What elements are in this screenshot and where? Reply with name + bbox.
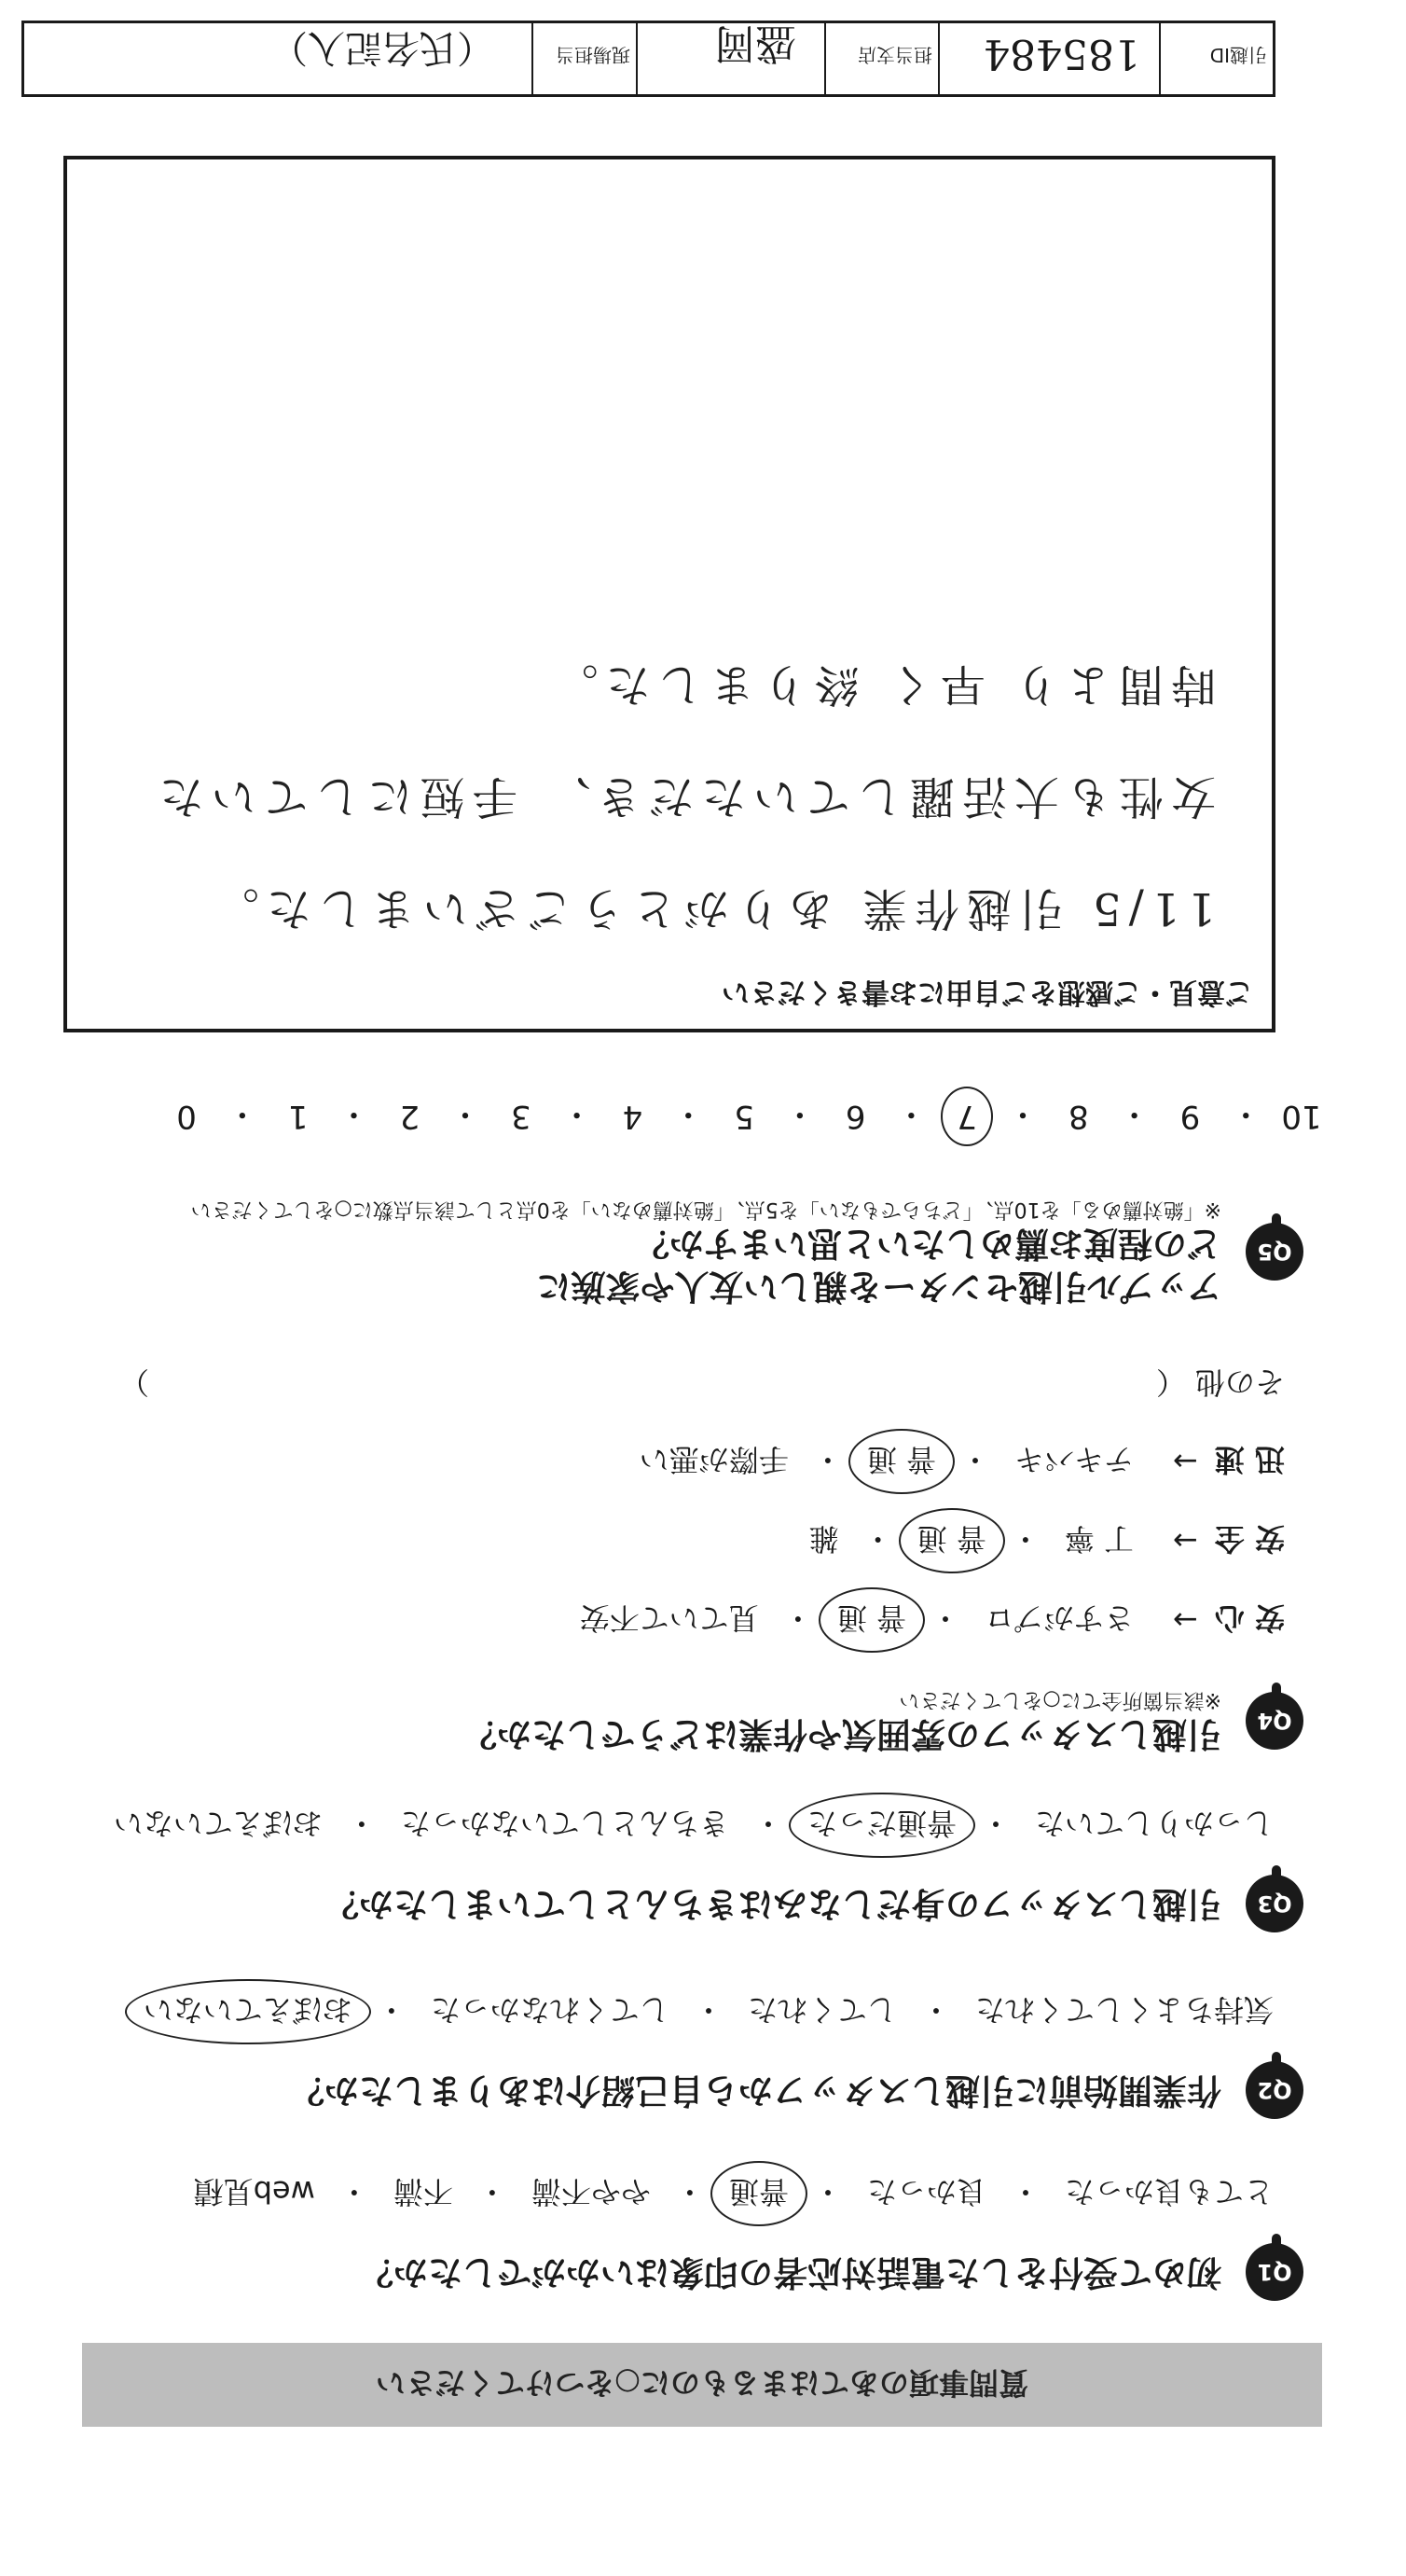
q2-text: 作業開始前に引越しスタッフから自己紹介はありましたか？ [290, 2070, 1221, 2111]
q2-options: 気持ちよくしてくれた ・ してくれた ・ してくれなかった ・ おぼえていない [132, 1988, 1285, 2035]
scale-point[interactable]: 9 [1179, 1098, 1201, 1136]
q1-option-selected[interactable]: 普通 [718, 2170, 800, 2217]
scale-point[interactable]: 0 [176, 1098, 197, 1136]
q2-option[interactable]: してくれた [747, 1992, 897, 2028]
q4-other-row [119, 1363, 1285, 1406]
arrow-icon: → [1173, 1602, 1198, 1638]
question-4 [462, 1686, 1303, 1755]
manager-value: （氏名記入） [270, 26, 494, 69]
q1-option[interactable]: とても良かった [1064, 2174, 1274, 2209]
q4-option[interactable]: さすがプロ [985, 1600, 1135, 1636]
q4-badge: Q4 [1246, 1692, 1303, 1750]
branch-value: 盛岡 [714, 20, 796, 67]
scale-point-selected[interactable]: 7 [946, 1099, 987, 1136]
q2-option-selected[interactable]: おぼえていない [132, 1988, 364, 2035]
scale-point[interactable]: 4 [622, 1098, 643, 1136]
q3-option-selected[interactable]: 普通だった [796, 1802, 968, 1849]
branch-label: 担当支店 [858, 44, 932, 66]
manager-label-cell [531, 23, 636, 94]
q1-option[interactable]: web見積 [193, 2174, 315, 2209]
q4-row-label: 迅 速 [1214, 1442, 1285, 1477]
q1-option[interactable]: 良かった [866, 2174, 986, 2209]
id-table [21, 21, 1275, 97]
q4-option[interactable]: 見ていて不安 [579, 1600, 759, 1636]
scale-point[interactable]: 10 [1281, 1098, 1322, 1136]
manager-label: 現場担当 [556, 44, 630, 66]
q5-question-block [191, 1196, 1221, 1308]
q1-option[interactable]: 不満 [393, 2174, 453, 2209]
scale-point[interactable]: 1 [287, 1098, 309, 1136]
scale-point[interactable]: 8 [1068, 1098, 1089, 1136]
comment-heading: ご意見・ご感想をご自由にお書きください [722, 976, 1253, 1008]
q1-badge: Q1 [1246, 2243, 1303, 2301]
q4-text: 引越しスタッフの雰囲気や作業はどうでしたか？ [462, 1714, 1221, 1754]
q5-text-line2: どの程度お薦めしたいと思いますか？ [635, 1224, 1221, 1264]
id-label: 引越ID [1209, 44, 1267, 66]
q4-note: ※該当箇所全てに○をしてください [899, 1688, 1221, 1711]
q3-text: 引越しスタッフの身だしなみはきちんとしていましたか？ [324, 1884, 1221, 1924]
q4-row-label: 安 心 [1214, 1600, 1285, 1636]
q5-note: ※「絶対薦める」を10点、「どちらでもない」を5点、「絶対薦めない」を0点として該当点数に○をしてください [190, 1198, 1221, 1221]
id-label-cell [1159, 23, 1273, 94]
q1-options: とても良かった ・ 良かった ・ 普通 ・ やや不満 ・ 不満 ・ web見積 [183, 2170, 1285, 2217]
arrow-icon: → [1173, 1523, 1198, 1558]
q4-row-anshin: 安 心 → さすがプロ ・ 普 通 ・ 見ていて不安 [569, 1597, 1285, 1643]
q4-option[interactable]: テキパキ [1014, 1442, 1135, 1477]
question-3 [324, 1875, 1303, 1932]
branch-value-cell[interactable] [636, 20, 824, 94]
q3-option[interactable]: きちんとしていなかった [400, 1806, 729, 1841]
q4-option[interactable]: 手際が悪い [639, 1442, 789, 1477]
scale-point[interactable]: 6 [845, 1098, 866, 1136]
comment-line-3: 時間より 早く 終りました。 [545, 658, 1216, 711]
q4-option-selected[interactable]: 普 通 [826, 1597, 917, 1643]
comment-box[interactable] [63, 156, 1275, 1032]
comment-line-1: 11/5 引越作業 ありがとうございました。 [206, 882, 1216, 935]
q1-option[interactable]: やや不満 [531, 2174, 651, 2209]
q2-option[interactable]: 気持ちよくしてくれた [974, 1992, 1274, 2028]
q2-badge: Q2 [1246, 2061, 1303, 2119]
branch-label-cell [824, 23, 938, 94]
q4-other-label: その他 [1194, 1364, 1285, 1400]
question-2 [290, 2061, 1303, 2119]
scale-point[interactable]: 3 [511, 1098, 531, 1136]
q4-row-label: 安 全 [1214, 1521, 1285, 1557]
q4-question-block [462, 1686, 1221, 1755]
id-value-cell[interactable] [938, 23, 1159, 94]
scale-point[interactable]: 2 [399, 1098, 420, 1136]
instruction-banner: 質問事項のあてはまるものに○をつけてください [82, 2343, 1322, 2427]
q4-option[interactable]: 丁 寧 [1064, 1521, 1135, 1557]
q4-option-selected[interactable]: 普 通 [906, 1517, 998, 1564]
id-value: 185484 [984, 30, 1140, 77]
q4-other-paren-open: （ [1155, 1364, 1186, 1400]
q5-badge: Q5 [1246, 1223, 1303, 1281]
manager-value-cell[interactable] [24, 23, 531, 94]
q3-option[interactable]: しっかりしていた [1034, 1806, 1274, 1841]
q4-other-paren-close: ） [119, 1364, 150, 1400]
q5-scale: 10 ・ 9 ・ 8 ・ 7 ・ 6 ・ 5 ・ 4 ・ 3 ・ 2 ・ 1 ・ 0 [166, 1094, 1322, 1140]
q3-options: しっかりしていた ・ 普通だった ・ きちんとしていなかった ・ おぼえていない [103, 1802, 1285, 1849]
q4-row-jinsoku: 迅 速 → テキパキ ・ 普 通 ・ 手際が悪い [628, 1438, 1285, 1485]
scale-point[interactable]: 5 [734, 1098, 754, 1136]
q5-text-line1: アップル引越センターを親しい友人や家族に [536, 1267, 1221, 1307]
comment-line-2: 女性も大活躍していただき、 手短にしていた [151, 770, 1216, 823]
q3-option[interactable]: おぼえていない [113, 1806, 323, 1841]
question-5 [191, 1196, 1303, 1308]
q1-text: 初めて受付をした電話対応者の印象はいかがでしたか？ [359, 2252, 1221, 2292]
q4-option-selected[interactable]: 普 通 [856, 1438, 947, 1485]
q3-badge: Q3 [1246, 1875, 1303, 1932]
q4-option[interactable]: 雑 [808, 1521, 839, 1557]
arrow-icon: → [1173, 1444, 1198, 1479]
q4-row-anzen: 安 全 → 丁 寧 ・ 普 通 ・ 雑 [798, 1517, 1285, 1564]
q2-option[interactable]: してくれなかった [430, 1992, 669, 2028]
question-1 [359, 2243, 1303, 2301]
